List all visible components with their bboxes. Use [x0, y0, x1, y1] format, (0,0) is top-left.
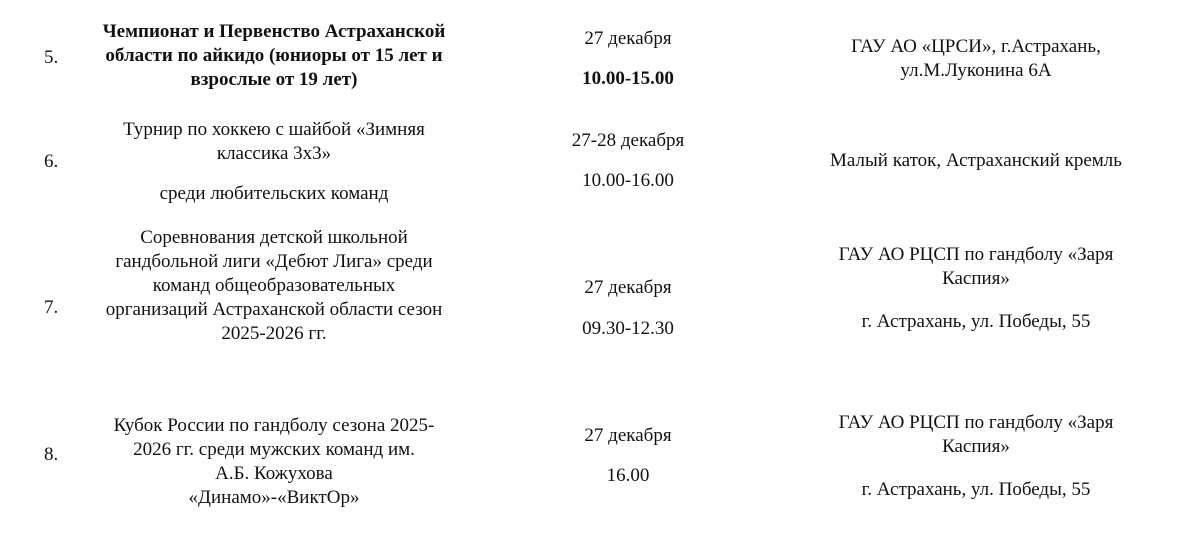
- event-title-line: области по айкидо (юниоры от 15 лет и: [105, 45, 443, 66]
- event-title: [68, 226, 480, 346]
- row-number: 5.: [44, 47, 59, 68]
- event-place: [770, 411, 1182, 459]
- event-time: 09.30-12.30: [582, 318, 674, 339]
- event-place-line: ГАУ АО РЦСП по гандболу «Заря: [838, 244, 1114, 265]
- event-place-line: Малый каток, Астраханский кремль: [830, 150, 1122, 171]
- event-title: [68, 118, 480, 166]
- event-title-line: Чемпионат и Первенство Астраханской: [102, 21, 446, 42]
- event-place: [770, 243, 1182, 291]
- event-place: [770, 35, 1182, 83]
- event-subtitle: среди любительских команд: [159, 183, 389, 204]
- event-title-line: А.Б. Кожухова: [215, 463, 333, 484]
- event-place-line: ул.М.Луконина 6А: [900, 60, 1052, 81]
- event-place: [770, 149, 1182, 173]
- event-date: 27 декабря: [584, 28, 672, 49]
- event-address: г. Астрахань, ул. Победы, 55: [861, 311, 1091, 332]
- event-date: 27-28 декабря: [571, 130, 685, 151]
- event-place-line: Каспия»: [942, 436, 1010, 457]
- event-time: 10.00-16.00: [582, 170, 674, 191]
- event-title-line: классика 3х3»: [216, 143, 332, 164]
- event-place-line: Каспия»: [942, 268, 1010, 289]
- event-place-line: ГАУ АО РЦСП по гандболу «Заря: [838, 412, 1114, 433]
- event-title-line: «Динамо»-«ВиктОр»: [188, 487, 360, 508]
- event-title: [68, 414, 480, 510]
- event-title-line: 2025-2026 гг.: [221, 323, 327, 344]
- event-date: 27 декабря: [584, 425, 672, 446]
- row-number: 6.: [44, 151, 59, 172]
- event-title-line: Кубок России по гандболу сезона 2025-: [113, 415, 435, 436]
- event-time: 16.00: [606, 465, 650, 486]
- row-number: 7.: [44, 297, 59, 318]
- event-title-line: Турнир по хоккею с шайбой «Зимняя: [123, 119, 425, 140]
- event-title-line: 2026 гг. среди мужских команд им.: [133, 439, 415, 460]
- event-title: [68, 20, 480, 92]
- event-title-line: команд общеобразовательных: [152, 275, 396, 296]
- event-title-line: организаций Астраханской области сезон: [105, 299, 443, 320]
- event-title-line: гандбольной лиги «Дебют Лига» среди: [115, 251, 433, 272]
- event-time: 10.00-15.00: [582, 68, 674, 89]
- event-place-line: ГАУ АО «ЦРСИ», г.Астрахань,: [851, 36, 1101, 57]
- event-title-line: взрослые от 19 лет): [190, 69, 358, 90]
- row-number: 8.: [44, 444, 59, 465]
- event-date: 27 декабря: [584, 277, 672, 298]
- event-title-line: Соревнования детской школьной: [140, 227, 408, 248]
- event-address: г. Астрахань, ул. Победы, 55: [861, 479, 1091, 500]
